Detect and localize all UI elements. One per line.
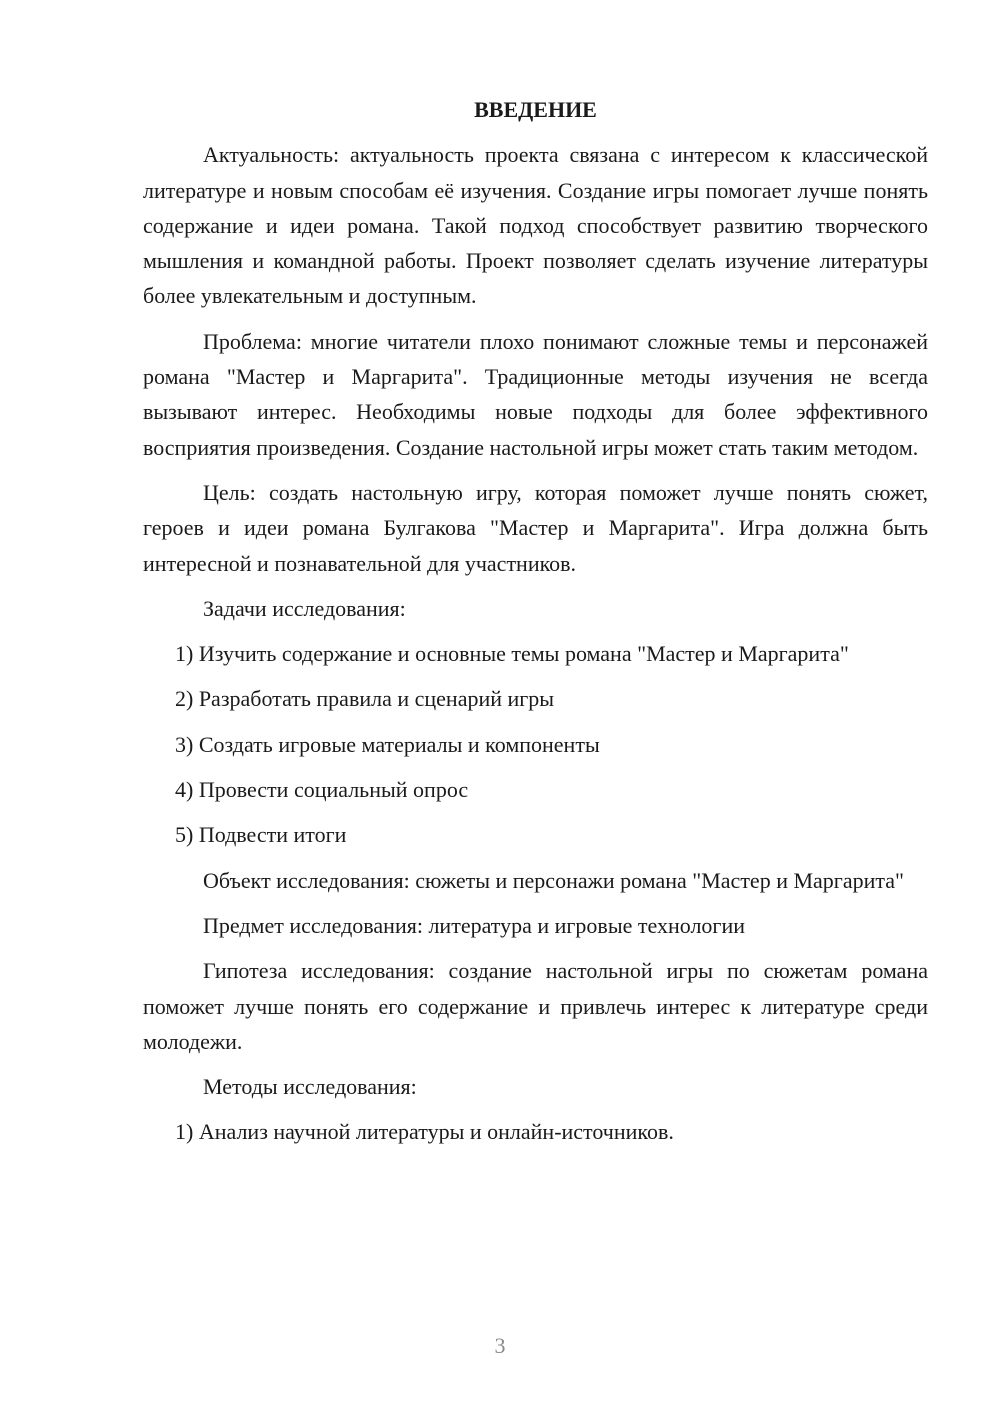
document-page bbox=[143, 92, 928, 1160]
page-number: 3 bbox=[494, 1333, 506, 1358]
paragraph-relevance: Актуальность: актуальность проекта связана с интересом к классической литературе и новым способам её изучения. Создание игры помогает лучше понять содержание и идеи романа. Такой подход способствует развитию творческого мышления и командной работы. Проект позволяет сделать изучение литературы более увлекательным и доступным. bbox=[143, 142, 928, 309]
paragraph-subject: Предмет исследования: литература и игровые технологии bbox=[203, 912, 745, 938]
paragraph-problem: Проблема: многие читатели плохо понимают сложные темы и персонажей романа "Мастер и Маргарита". Традиционные методы изучения не всегда вызывают интерес. Необходимы новые подходы для более эффективного восприятия произведения. Создание настольной игры может стать таким методом. bbox=[143, 328, 928, 460]
list-item-task-4: 4) Провести социальный опрос bbox=[175, 777, 469, 803]
paragraph-goal: Цель: создать настольную игру, которая поможет лучше понять сюжет, героев и идеи романа Булгакова "Мастер и Маргарита". Игра должна быть интересной и познавательной для участников. bbox=[143, 479, 928, 576]
paragraph-object: Объект исследования: сюжеты и персонажи романа "Мастер и Маргарита" bbox=[203, 867, 904, 893]
paragraph-methods-heading: Методы исследования: bbox=[203, 1074, 417, 1100]
list-item-task-2: 2) Разработать правила и сценарий игры bbox=[175, 686, 555, 712]
list-item-method-1: 1) Анализ научной литературы и онлайн-источников. bbox=[175, 1119, 674, 1145]
list-item-task-1: 1) Изучить содержание и основные темы романа "Мастер и Маргарита" bbox=[175, 641, 849, 667]
paragraph-hypothesis: Гипотеза исследования: создание настольной игры по сюжетам романа поможет лучше понять его содержание и привлечь интерес к литературе среди молодежи. bbox=[143, 958, 928, 1054]
paragraph-tasks-heading: Задачи исследования: bbox=[203, 595, 406, 621]
list-item-task-3: 3) Создать игровые материалы и компоненты bbox=[175, 731, 600, 757]
section-title: ВВЕДЕНИЕ bbox=[474, 97, 597, 122]
list-item-task-5: 5) Подвести итоги bbox=[175, 822, 347, 848]
